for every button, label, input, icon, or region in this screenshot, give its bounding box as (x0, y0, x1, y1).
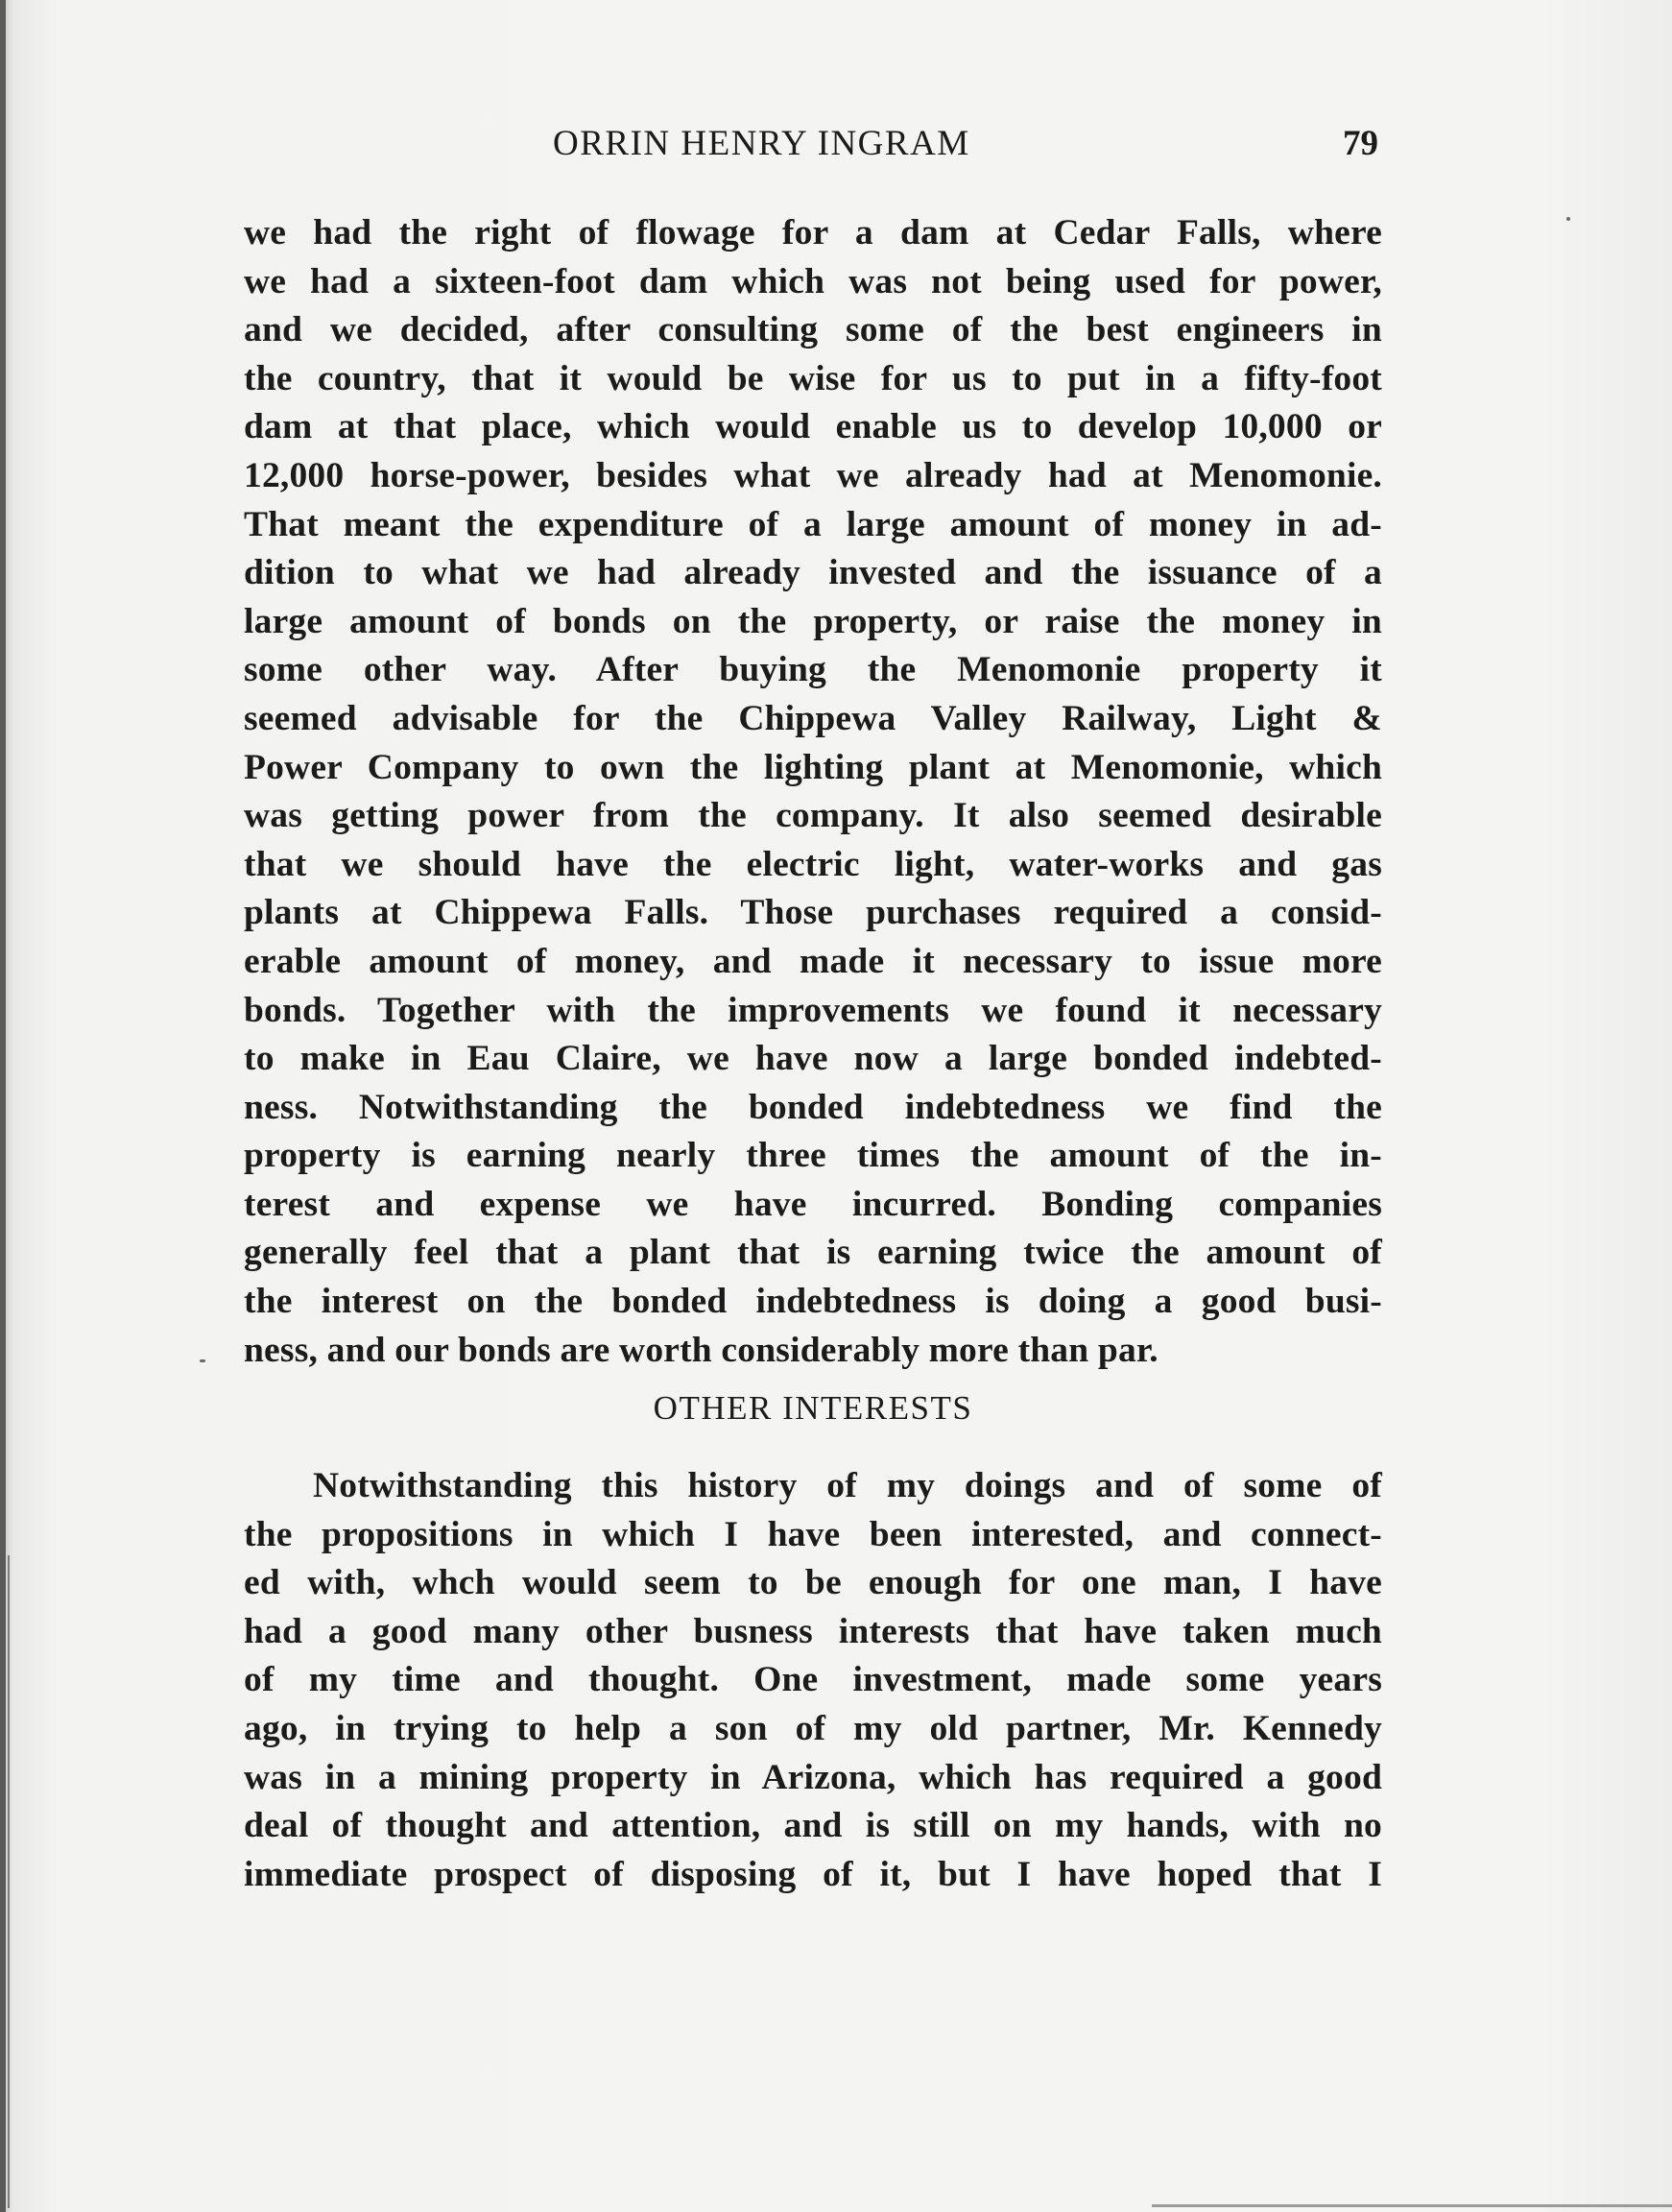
text-line: Power Company to own the lighting plant at Menomonie, which (244, 747, 1382, 787)
text-line: of my time and thought. One investment, made some years (244, 1660, 1382, 1700)
page-binding-edge (0, 0, 6, 2212)
text-line: the propositions in which I have been interested, and connect- (244, 1514, 1382, 1554)
text-line: was in a mining property in Arizona, which has required a good (244, 1757, 1382, 1797)
text-line: we had a sixteen-foot dam which was not being used for power, (244, 261, 1382, 301)
text-line: had a good many other busness interests that have taken much (244, 1611, 1382, 1651)
text-line: that we should have the electric light, water-works and gas (244, 844, 1382, 884)
scan-speck (200, 1359, 205, 1362)
text-line: some other way. After buying the Menomonie property it (244, 650, 1382, 690)
text-line: the interest on the bonded indebtedness is doing a good busi- (244, 1282, 1382, 1322)
text-line: seemed advisable for the Chippewa Valley Railway, Light & (244, 698, 1382, 738)
text-line: to make in Eau Claire, we have now a large bonded indebted- (244, 1039, 1382, 1079)
text-line: and we decided, after consulting some of the best engineers in (244, 310, 1382, 350)
text-line: large amount of bonds on the property, or raise the money in (244, 601, 1382, 641)
running-head: ORRIN HENRY INGRAM (553, 124, 970, 163)
page-number: 79 (1343, 124, 1378, 163)
paragraph-1 (244, 209, 1382, 1375)
scan-bottom-edge (1152, 2204, 1672, 2207)
text-line: was getting power from the company. It also seemed desirable (244, 796, 1382, 836)
text-line: ness. Notwithstanding the bonded indebtedness we find the (244, 1087, 1382, 1127)
section-heading: OTHER INTERESTS (653, 1389, 973, 1427)
text-line: generally feel that a plant that is earning twice the amount of (244, 1233, 1382, 1273)
text-line: terest and expense we have incurred. Bonding companies (244, 1184, 1382, 1224)
text-line: bonds. Together with the improvements we found it necessary (244, 990, 1382, 1030)
text-line: Notwithstanding this history of my doings and of some of (313, 1466, 1382, 1505)
text-line: plants at Chippewa Falls. Those purchases required a consid- (244, 893, 1382, 933)
page-header (246, 123, 1378, 171)
text-line: erable amount of money, and made it necessary to issue more (244, 941, 1382, 981)
page-edge-shadow (8, 1555, 10, 2208)
text-line: That meant the expenditure of a large amount of money in ad- (244, 504, 1382, 544)
text-line: ago, in trying to help a son of my old partner, Mr. Kennedy (244, 1708, 1382, 1748)
text-line: immediate prospect of disposing of it, but I have hoped that I (244, 1854, 1382, 1894)
text-line: dition to what we had already invested and the issuance of a (244, 553, 1382, 593)
text-line: the country, that it would be wise for us to put in a fifty-foot (244, 358, 1382, 398)
text-line: ed with, whch would seem to be enough for one man, I have (244, 1563, 1382, 1603)
text-line: dam at that place, which would enable us to develop 10,000 or (244, 407, 1382, 447)
paragraph-2 (244, 1462, 1382, 1899)
text-line: 12,000 horse-power, besides what we already had at Menomonie. (244, 455, 1382, 495)
scan-speck (1566, 217, 1570, 221)
text-line: deal of thought and attention, and is still on my hands, with no (244, 1806, 1382, 1846)
text-line: property is earning nearly three times the amount of the in- (244, 1136, 1382, 1176)
text-line: we had the right of flowage for a dam at Cedar Falls, where (244, 213, 1382, 252)
text-line: ness, and our bonds are worth considerably more than par. (244, 1330, 1158, 1370)
